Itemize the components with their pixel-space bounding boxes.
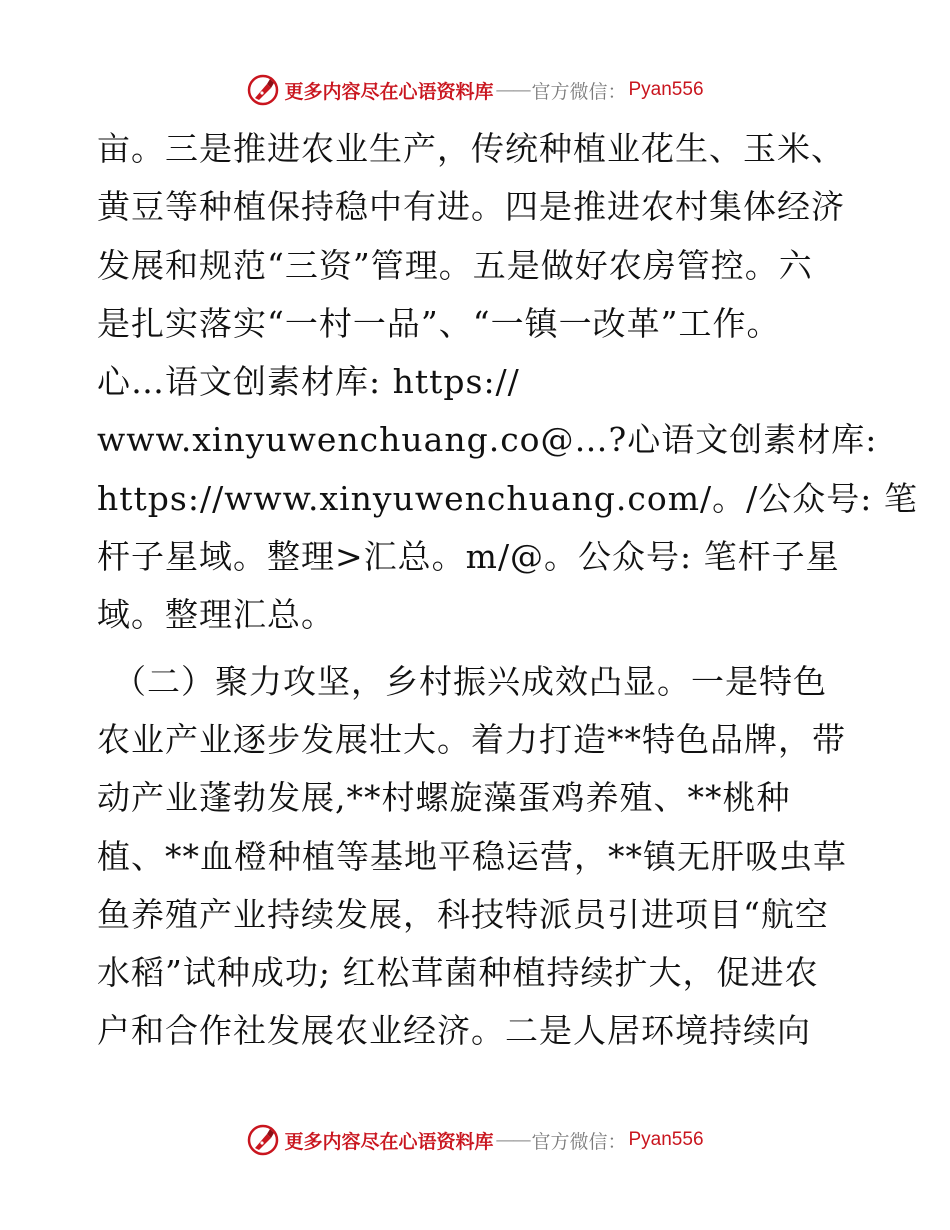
- header-separator: ——: [495, 79, 530, 101]
- paragraph-2: [97, 653, 857, 1061]
- paragraph-1: [97, 120, 918, 645]
- document-body: [97, 120, 918, 1061]
- text-line: 发展和规范“三资”管理。五是做好农房管控。六: [97, 245, 813, 285]
- footer-separator: ——: [495, 1129, 530, 1151]
- footer-watermark-banner: [0, 1120, 950, 1160]
- text-line: 黄豆等种植保持稳中有进。四是推进农村集体经济: [97, 187, 845, 227]
- footer-wechat-id: Pyan556: [628, 1129, 704, 1150]
- header-brand-text: 更多内容尽在心语资料库: [284, 80, 494, 103]
- pen-nib-logo-icon: [246, 73, 280, 107]
- text-line: 心…语文创素材库: https://: [97, 362, 520, 402]
- text-line: www.xinyuwenchuang.co@…?心语文创素材库:: [97, 420, 878, 460]
- text-line: 亩。三是推进农业生产，传统种植业花生、玉米、: [97, 129, 845, 168]
- text-line: 是扎实落实“一村一品”、“一镇一改革”工作。: [97, 303, 781, 343]
- text-line: 杆子星域。整理>汇总。m/@。公众号: 笔杆子星: [97, 537, 840, 577]
- text-line: 动产业蓬勃发展,**村螺旋藻蛋鸡养殖、**桃种: [97, 778, 791, 818]
- text-line: 水稻”试种成功; 红松茸菌种植持续扩大，促进农: [97, 953, 819, 993]
- text-line: 域。整理汇总。: [97, 595, 335, 635]
- text-line: （二）聚力攻坚，乡村振兴成效凸显。一是特色: [113, 661, 827, 701]
- pen-nib-logo-icon: [246, 1123, 280, 1157]
- header-watermark-banner: [0, 70, 950, 110]
- text-line: https://www.xinyuwenchuang.com/。/公众号: 笔: [97, 478, 918, 518]
- text-line: 鱼养殖产业持续发展，科技特派员引进项目“航空: [97, 894, 829, 934]
- text-line: 植、**血橙种植等基地平稳运营，**镇无肝吸虫草: [97, 836, 847, 876]
- text-line: 户和合作社发展农业经济。二是人居环境持续向: [97, 1011, 811, 1051]
- footer-brand-text: 更多内容尽在心语资料库: [284, 1130, 494, 1153]
- header-wechat-id: Pyan556: [628, 79, 704, 100]
- text-line: 农业产业逐步发展壮大。着力打造**特色品牌，带: [97, 719, 846, 759]
- footer-official-label: 官方微信：: [531, 1130, 627, 1153]
- header-official-label: 官方微信：: [531, 80, 627, 103]
